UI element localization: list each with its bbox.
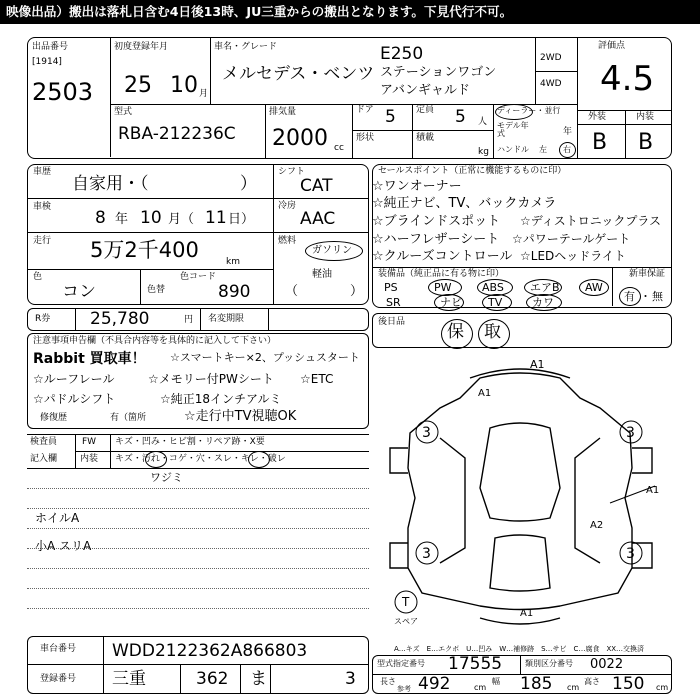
equip-ps: PS bbox=[384, 281, 398, 294]
registration-number: 3 bbox=[345, 669, 356, 689]
height: 150 bbox=[612, 674, 645, 694]
sales-point-3: ☆ブラインドスポット bbox=[372, 214, 501, 229]
mileage-label: 走行 bbox=[33, 236, 52, 246]
sales-point-7: ☆クルーズコントロール bbox=[372, 249, 513, 264]
width-unit: cm bbox=[567, 683, 580, 692]
after-items-box bbox=[372, 313, 672, 348]
new-car-warranty-label: 新車保証 bbox=[629, 269, 666, 279]
after-item-hoshou: 保 bbox=[447, 322, 464, 342]
class-number: 0022 bbox=[590, 657, 624, 672]
ac: AAC bbox=[300, 209, 336, 229]
first-registration-label: 初度登録年月 bbox=[114, 42, 169, 52]
r-ticket-value: 25,780 bbox=[90, 309, 150, 329]
equip-navi: ナビ bbox=[440, 296, 462, 309]
width: 185 bbox=[520, 674, 553, 694]
warranty-yes: 有 bbox=[624, 290, 635, 303]
length-ref: 参考 bbox=[397, 685, 411, 693]
year-unit: 年 bbox=[563, 127, 573, 137]
first-registration-year: 25 bbox=[124, 73, 152, 98]
registration-kana: ま bbox=[250, 669, 267, 689]
sales-title: セールスポイント（正常に機能するものに印） bbox=[378, 166, 567, 176]
shaken-day: 11 bbox=[205, 208, 227, 228]
fw-items: キズ・凹み・ヒビ割・リペア跡・X要 bbox=[115, 437, 265, 447]
shaken-year: 8 bbox=[95, 208, 106, 228]
registration-area: 三重 bbox=[112, 669, 146, 689]
color-code-label: 色コード bbox=[180, 272, 217, 282]
price-row-box bbox=[27, 308, 369, 331]
ac-label: 冷房 bbox=[278, 201, 297, 211]
displacement: 2000 bbox=[272, 126, 328, 151]
warranty-sep: ・ bbox=[640, 290, 651, 303]
registration-label: 登録番号 bbox=[40, 674, 77, 684]
r-ticket-label: R券 bbox=[35, 314, 51, 324]
rabbit-label: Rabbit 買取車！ bbox=[33, 351, 146, 367]
notes-title: 注意事項申告欄（不具合内容等を具体的に記入して下さい） bbox=[33, 336, 277, 346]
note-line-2c: ☆ETC bbox=[300, 372, 334, 386]
fuel-label: 燃料 bbox=[278, 236, 297, 246]
dent-label-front: A1 bbox=[530, 358, 545, 371]
exterior-grade: B bbox=[592, 130, 608, 155]
fuel-diesel: 軽油 bbox=[312, 269, 332, 280]
car-model: E250 bbox=[380, 44, 424, 64]
name-change-label: 名変期限 bbox=[208, 314, 245, 324]
car-name: メルセデス・ベンツ bbox=[222, 64, 375, 84]
handle-left: 左 bbox=[539, 145, 547, 154]
fuel-circle bbox=[305, 241, 363, 261]
vehicle-type-label: 車歴 bbox=[33, 167, 52, 177]
note-wajimi: ワジミ bbox=[150, 471, 183, 484]
drive-2wd: 2WD bbox=[540, 53, 562, 63]
length: 492 bbox=[418, 674, 451, 694]
damage-label-rl: 3 bbox=[422, 546, 431, 562]
first-registration-month: 10 bbox=[170, 73, 198, 98]
sales-point-8: ☆LEDヘッドライト bbox=[520, 249, 626, 263]
dent-label-rear: A1 bbox=[520, 608, 534, 619]
door-label: ドア bbox=[356, 105, 374, 115]
equip-kawa: カワ bbox=[532, 296, 554, 309]
header-banner: 映像出品）搬出は落札日含む4日後13時、JU三重からの搬出となります。下見代行不可。 bbox=[0, 0, 700, 24]
repair-history-label: 修復歴 bbox=[40, 413, 68, 423]
fixed-number-label: 型式指定番号 bbox=[377, 659, 425, 668]
length-unit: cm bbox=[474, 683, 487, 692]
dent-label-rear-right: A2 bbox=[590, 520, 604, 531]
exterior-label: 外装 bbox=[588, 112, 607, 122]
month-unit: 月 bbox=[199, 89, 209, 99]
equipment-label: 装備品（純正品に有る物に印） bbox=[378, 269, 505, 279]
vehicle-type: 自家用・（ bbox=[72, 174, 149, 194]
diagram-legend: A…キズ E…エクボ U…凹み W…補修跡 S…サビ C…腐食 XX…交換済 bbox=[394, 645, 645, 653]
sales-point-4: ☆ディストロニックプラス bbox=[520, 214, 661, 228]
mileage: 5万2千400 bbox=[90, 238, 199, 262]
interior-check-items: キズ・汚れ・コゲ・穴・スレ・キレ・破レ bbox=[115, 454, 286, 464]
note-ko-suri: 小A スリA bbox=[35, 539, 92, 553]
damage-label-fr: 3 bbox=[626, 425, 635, 441]
length-label: 長さ bbox=[380, 677, 396, 686]
damage-label-rr: 3 bbox=[626, 546, 635, 562]
note-line-2: ☆ルーフレール bbox=[33, 372, 115, 386]
lot-number-label: 出品番号 bbox=[32, 42, 69, 52]
note-hoiru: ホイルA bbox=[35, 511, 80, 525]
score-label: 評価点 bbox=[598, 41, 626, 51]
person-unit: 人 bbox=[478, 117, 488, 127]
equip-abs: ABS bbox=[482, 281, 504, 294]
repair-note: ☆走行中TV視聴OK bbox=[184, 409, 297, 424]
sales-point-6: ☆パワーテールゲート bbox=[512, 232, 631, 246]
chassis-label: 車台番号 bbox=[40, 644, 77, 654]
class-number-label: 類別区分番号 bbox=[525, 659, 573, 668]
capacity-label: 定員 bbox=[416, 105, 435, 115]
drive-4wd: 4WD bbox=[540, 79, 562, 89]
registration-class: 362 bbox=[196, 669, 229, 689]
lot-number: 2503 bbox=[32, 78, 94, 106]
load-label: 積載 bbox=[416, 133, 435, 143]
sales-point-2: ☆純正ナビ、TV、バックカメラ bbox=[372, 196, 557, 211]
cc-unit: cc bbox=[334, 143, 344, 153]
grade-line-1: ステーションワゴン bbox=[380, 65, 497, 80]
after-item-torisetsu: 取 bbox=[484, 322, 501, 342]
interior-check-label: 内装 bbox=[80, 454, 99, 464]
height-label: 高さ bbox=[584, 677, 600, 686]
model-type-label: 型式 bbox=[114, 107, 133, 117]
interior-grade: B bbox=[638, 130, 654, 155]
dent-label-right: A1 bbox=[646, 485, 660, 496]
color: コン bbox=[62, 282, 96, 302]
repair-history-value: 有（箇所 bbox=[110, 413, 147, 423]
chassis-number: WDD2122362A866803 bbox=[112, 641, 308, 661]
inspector-entry-label: 記入欄 bbox=[30, 454, 58, 464]
handle-right: 右 bbox=[563, 145, 571, 154]
fuel-gasoline: ガソリン bbox=[312, 245, 352, 256]
equip-sr: SR bbox=[386, 296, 401, 309]
kg-unit: kg bbox=[478, 147, 489, 157]
lot-code: [1914] bbox=[32, 57, 62, 67]
doors: 5 bbox=[385, 107, 396, 127]
note-line-3b: ☆純正18インチアルミ bbox=[160, 392, 282, 406]
height-unit: cm bbox=[656, 683, 669, 692]
sales-point-5: ☆ハーフレザーシート bbox=[372, 232, 500, 247]
equip-aw: AW bbox=[585, 281, 603, 294]
dent-label-hood: A1 bbox=[478, 388, 492, 399]
note-line-1: ☆スマートキー×2、プッシュスタート bbox=[170, 351, 360, 364]
model-type: RBA-212236C bbox=[118, 124, 236, 144]
shaken-year-unit: 年 bbox=[115, 212, 129, 227]
shaken-label: 車検 bbox=[33, 202, 52, 212]
color-label: 色 bbox=[33, 272, 43, 282]
inspector-label: 検査員 bbox=[30, 437, 58, 447]
shift: CAT bbox=[300, 176, 333, 196]
width-label: 幅 bbox=[492, 677, 500, 686]
warranty-no: 無 bbox=[652, 290, 663, 303]
fw-label: FW bbox=[82, 437, 97, 447]
shift-label: シフト bbox=[278, 167, 306, 177]
after-items-title: 後日品 bbox=[378, 317, 406, 327]
note-line-2b: ☆メモリー付PWシート bbox=[148, 372, 274, 386]
km-unit: km bbox=[226, 257, 240, 267]
score: 4.5 bbox=[600, 59, 655, 99]
color-change-label: 色替 bbox=[147, 285, 166, 295]
handle-label: ハンドル bbox=[497, 145, 529, 154]
car-diagram bbox=[370, 348, 672, 638]
fixed-number: 17555 bbox=[448, 654, 503, 674]
yen-unit: 円 bbox=[184, 315, 194, 325]
tire-label: T bbox=[402, 595, 410, 609]
shaken-day-unit: 日） bbox=[228, 212, 255, 227]
damage-label-fl: 3 bbox=[422, 425, 431, 441]
grade-line-2: アバンギャルド bbox=[380, 83, 470, 98]
dealer-label: ディーラー・並行 bbox=[497, 106, 561, 115]
car-name-label: 車名・グレード bbox=[214, 42, 278, 52]
displacement-label: 排気量 bbox=[269, 107, 297, 117]
handle-circle bbox=[559, 142, 576, 158]
equip-tv: TV bbox=[488, 296, 503, 309]
color-code: 890 bbox=[218, 282, 251, 302]
shaken-month-unit: 月（ bbox=[168, 212, 195, 227]
dealer-circle bbox=[495, 104, 533, 120]
sales-point-1: ☆ワンオーナー bbox=[372, 179, 462, 194]
note-line-3: ☆パドルシフト bbox=[33, 392, 116, 406]
equip-airbag: エアB bbox=[530, 281, 560, 294]
capacity: 5 bbox=[455, 107, 466, 127]
model-year-label: モデル年式 bbox=[497, 121, 529, 138]
shaken-month: 10 bbox=[140, 208, 162, 228]
shape-label: 形状 bbox=[356, 133, 375, 143]
interior-label: 内装 bbox=[636, 112, 655, 122]
spare-label: スペア bbox=[394, 617, 418, 626]
equip-pw: PW bbox=[434, 281, 452, 294]
